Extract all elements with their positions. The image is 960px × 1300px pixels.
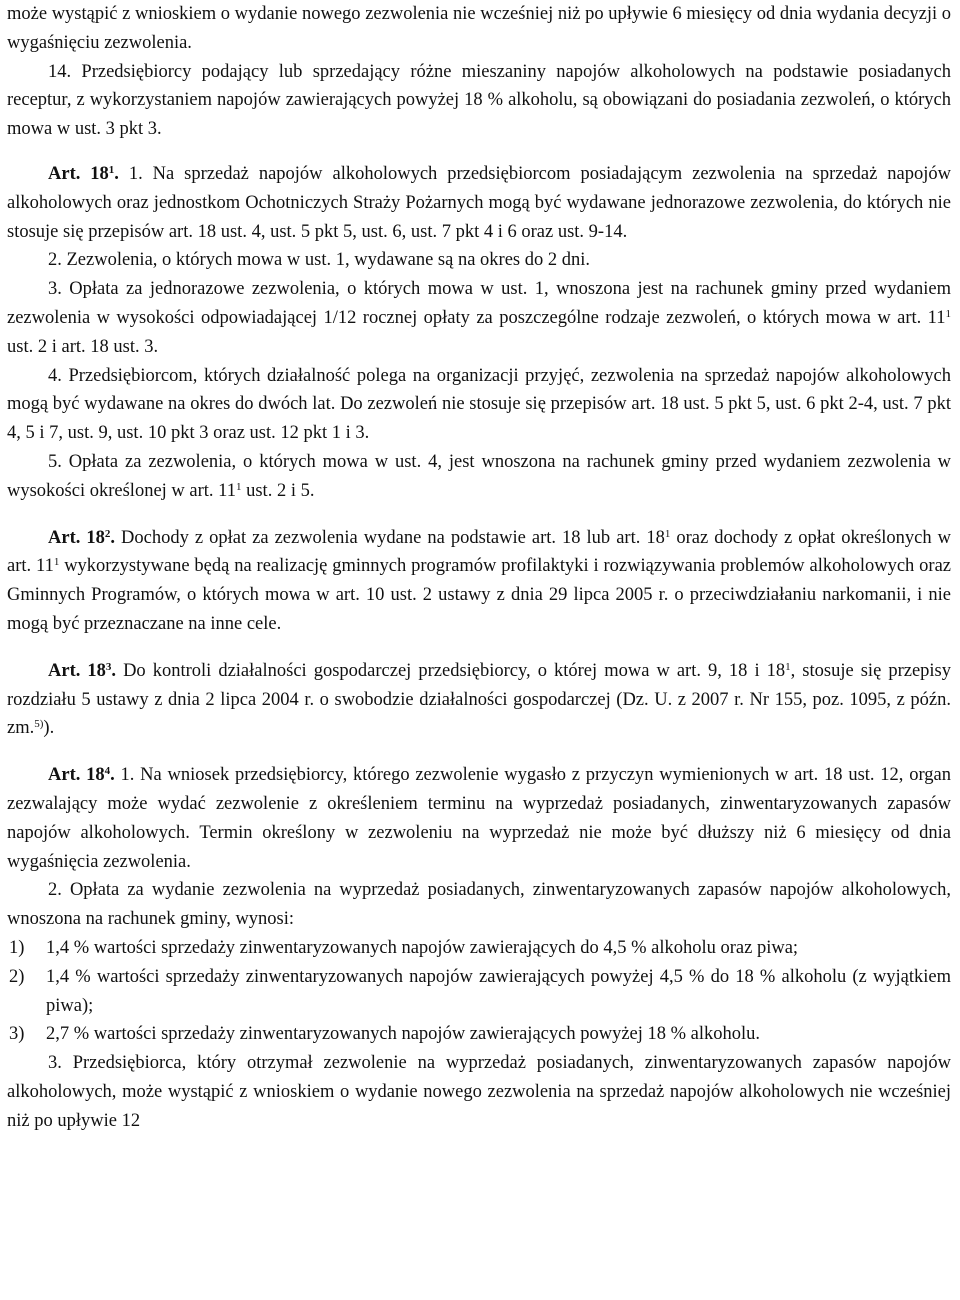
article-heading: Art. $18^2$.	[48, 527, 116, 548]
list-item	[7, 963, 951, 1021]
article-heading: Art. $18^3$.	[48, 660, 117, 681]
list-item-number: 3)	[9, 1024, 25, 1045]
article-18-1-paragraph-2: 2. Zezwolenia, o których mowa w ust. 1, wydawane są na okres do 2 dni.	[48, 250, 591, 271]
article-18-2: Art. $18^2$. Dochody z opłat za zezwolenia wydane na podstawie art. 18 lub art. $18^1$ oraz dochody z opłat określonych w art. $11^1$ wykorzystywane będą na realizację gminnych programów profilaktyki i rozwiązywania problemów alkoholowych oraz Gminnych Programów, o których mowa w art. 10 ust. 2 ustawy z dnia 29 lipca 2005 r. o przeciwdziałaniu narkomanii, i nie mogą być przeznaczane na inne cele.	[7, 527, 952, 634]
list-item-number: 2)	[9, 966, 25, 987]
article-heading: Art. $18^1$.	[48, 163, 119, 184]
article-text: 1. Na sprzedaż napojów alkoholowych przedsiębiorcom posiadającym zezwolenia na sprzedaż napojów alkoholowych oraz jednostkom Ochotniczych Straży Pożarnych mogą być wydawane jednorazowe zezwolenia, do których nie stosuje się przepisów art. 18 ust. 4, ust. 5 pkt 5, ust. 6, ust. 7 pkt 4 i 6 oraz ust. 9-14.	[7, 163, 951, 242]
article-heading: Art. $18^4$.	[48, 765, 115, 786]
article-18-4-paragraph-2: 2. Opłata za wydanie zezwolenia na wyprzedaż posiadanych, zinwentaryzowanych zapasów napojów alkoholowych, wnoszona na rachunek gminy, wynosi:	[7, 880, 951, 930]
paragraph-continuation: może wystąpić z wnioskiem o wydanie nowego zezwolenia nie wcześniej niż po upływie 6 miesięcy od dnia wydania decyzji o wygaśnięciu zezwolenia.	[7, 4, 951, 53]
list-item-text: 1,4 % wartości sprzedaży zinwentaryzowanych napojów zawierających powyżej 4,5 % do 18 % alkoholu (z wyjątkiem piwa);	[46, 966, 951, 1016]
list-item-number: 1)	[9, 937, 25, 958]
article-18-1-paragraph-4: 4. Przedsiębiorcom, których działalność polega na organizacji przyjęć, zezwolenia na sprzedaż napojów alkoholowych mogą być wydawane na okres do dwóch lat. Do zezwoleń nie stosuje się przepisów art. 18 ust. 5 pkt 5, ust. 6 pkt 2-4, ust. 7 pkt 4, 5 i 7, ust. 9, ust. 10 pkt 3 oraz ust. 12 pkt 1 i 3.	[7, 365, 951, 444]
article-18-3: Art. $18^3$. Do kontroli działalności gospodarczej przedsiębiorcy, o której mowa w art. 9, 18 i $18^1$, stosuje się przepisy rozdziału 5 ustawy z dnia 2 lipca 2004 r. o swobodzie działalności gospodarczej (Dz. U. z 2007 r. Nr 155, poz. 1095, z późn. zm.$^{5)}$).	[7, 660, 951, 739]
list-item	[7, 934, 951, 963]
list-item	[7, 1020, 951, 1049]
article-18-4-paragraph-1: Art. $18^4$. 1. Na wniosek przedsiębiorcy, którego zezwolenie wygasło z przyczyn wymienionych w art. 18 ust. 12, organ zezwalający może wydać zezwolenie z określeniem terminu na wyprzedaż posiadanych, zinwentaryzowanych zapasów napojów alkoholowych. Termin określony w zezwoleniu na wyprzedaż nie może być dłuższy niż 6 miesięcy od dnia wygaśnięcia zezwolenia.	[7, 765, 951, 872]
list-item-text: 1,4 % wartości sprzedaży zinwentaryzowanych napojów zawierających do 4,5 % alkoholu oraz piwa;	[46, 937, 799, 958]
list-item-text: 2,7 % wartości sprzedaży zinwentaryzowanych napojów zawierających powyżej 18 % alkoholu.	[46, 1024, 761, 1045]
paragraph-14: 14. Przedsiębiorcy podający lub sprzedający różne mieszaniny napojów alkoholowych na podstawie posiadanych receptur, z wykorzystaniem napojów zawierających powyżej 18 % alkoholu, są obowiązani do posiadania zezwoleń, o których mowa w ust. 3 pkt 3.	[7, 61, 951, 140]
article-18-1-paragraph-5: 5. Opłata za zezwolenia, o których mowa w ust. 4, jest wnoszona na rachunek gminy przed wydaniem zezwolenia w wysokości określonej w art. $11^1$ ust. 2 i 5.	[7, 451, 951, 501]
article-18-4-paragraph-3: 3. Przedsiębiorca, który otrzymał zezwolenie na wyprzedaż posiadanych, zinwentaryzowanych zapasów napojów alkoholowych, może wystąpić z wnioskiem o wydanie nowego zezwolenia na sprzedaż napojów alkoholowych nie wcześniej niż po upływie 12	[7, 1053, 951, 1131]
article-18-1-paragraph-3: 3. Opłata za jednorazowe zezwolenia, o których mowa w ust. 1, wnoszona jest na rachunek gminy przed wydaniem zezwolenia w wysokości odpowiadającej 1/12 rocznej opłaty za poszczególne rodzaje zezwoleń, o których mowa w art. $11^1$ ust. 2 i art. 18 ust. 3.	[7, 279, 951, 357]
article-18-1-paragraph-1	[7, 160, 951, 246]
